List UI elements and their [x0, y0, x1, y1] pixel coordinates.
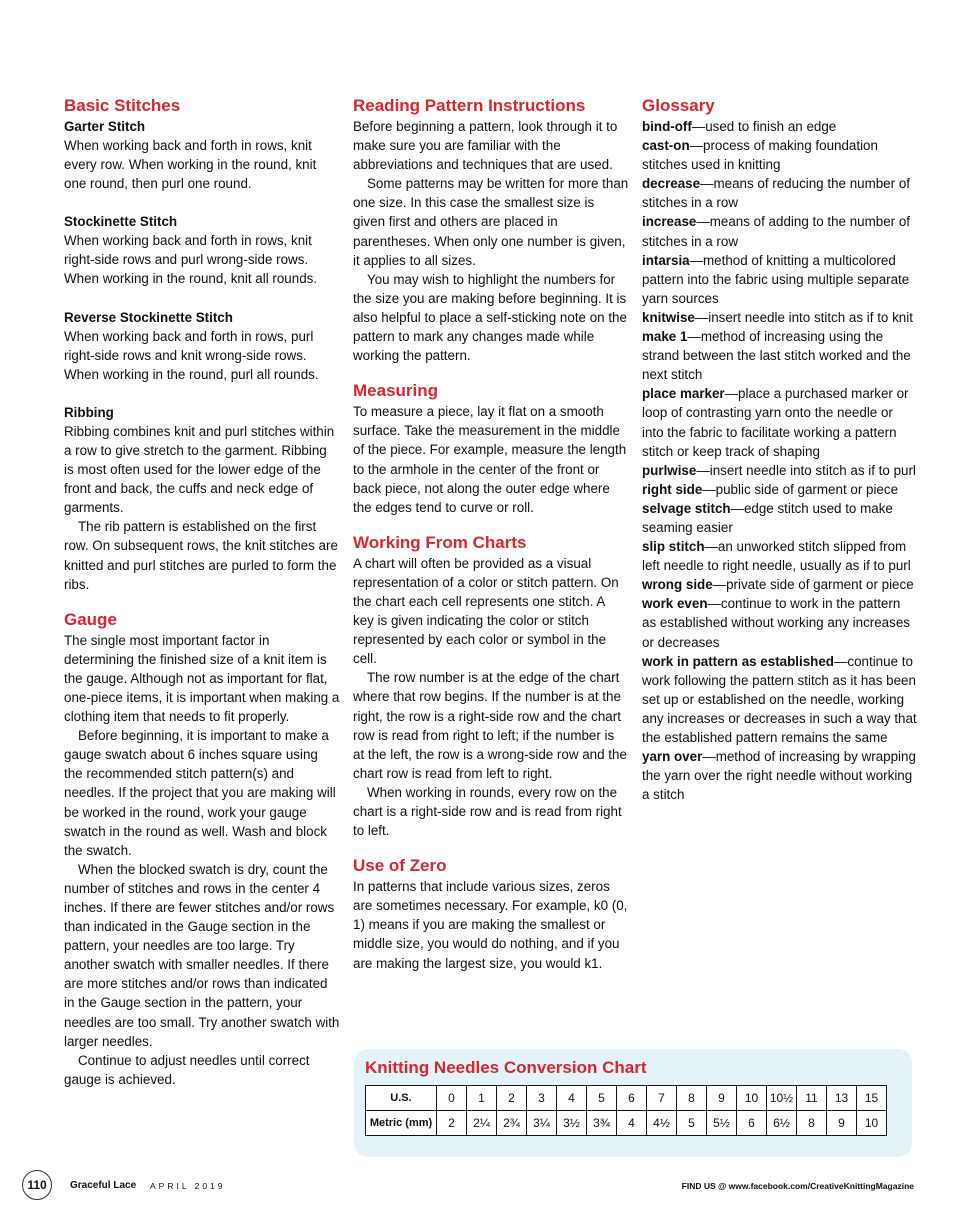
glossary-entry [642, 308, 918, 327]
issue-date: APRIL 2019 [150, 1181, 226, 1191]
glossary-entry [642, 480, 918, 499]
column-basic-stitches [64, 96, 340, 1089]
metric-size-cell: 5 [677, 1111, 707, 1136]
section-title-reading-pattern: Reading Pattern Instructions [353, 96, 586, 115]
glossary-definition: —insert needle into stitch as if to purl [696, 462, 916, 478]
reading-paragraph-3: You may wish to highlight the numbers for the size you are making before beginning. It is also helpful to place a self-sticking note on the pattern to mark any changes made while working the pattern. [353, 271, 627, 364]
chart-title: Knitting Needles Conversion Chart [365, 1058, 647, 1077]
stockinette-text: When working back and forth in rows, knit right-side rows and purl wrong-side rows. When working in the round, knit all rounds. [64, 233, 318, 287]
glossary-term: right side [642, 481, 703, 497]
glossary-definition: —insert needle into stitch as if to knit [694, 309, 913, 325]
metric-size-cell: 10 [857, 1111, 887, 1136]
charts-paragraph-1: A chart will often be provided as a visual representation of a color or stitch pattern. On the chart each cell represents one stitch. A key is given indicating the color or stitch represented by each color or symbol in the cell. [353, 555, 619, 667]
glossary-list [642, 117, 918, 804]
section-title-working-from-charts: Working From Charts [353, 532, 527, 552]
glossary-definition: —means of adding to the number of stitches in a row [642, 214, 910, 249]
gauge-paragraph-1: The single most important factor in determining the finished size of a knit item is the gauge. Although not as important for flat, one-piece items, it is important when making a clothing item that needs to fit properly. [64, 632, 340, 725]
us-size-cell: 15 [857, 1086, 887, 1111]
glossary-entry [642, 461, 918, 480]
find-us-link[interactable]: FIND US @ www.facebook.com/CreativeKnittingMagazine [681, 1181, 914, 1191]
column-glossary [642, 96, 918, 804]
glossary-term: make 1 [642, 329, 688, 345]
metric-size-cell: 4½ [647, 1111, 677, 1136]
glossary-term: bind-off [642, 119, 692, 134]
metric-size-cell: 6 [737, 1111, 767, 1136]
metric-size-cell: 8 [797, 1111, 827, 1136]
glossary-term: yarn over [642, 749, 703, 765]
us-size-cell: 1 [467, 1086, 497, 1111]
section-title-use-of-zero: Use of Zero [353, 856, 447, 876]
gauge-paragraph-2: Before beginning, it is important to make a gauge swatch about 6 inches square using the recommended stitch pattern(s) and needles. If the project that you are making will be worked in the round, work your gauge swatch in the round as well. Wash and block the swatch. [64, 728, 336, 858]
conversion-table [365, 1085, 887, 1136]
metric-size-cell: 5½ [707, 1111, 737, 1136]
magazine-name: Graceful Lace [70, 1180, 137, 1191]
glossary-definition: —method of knitting a multicolored pattern into the fabric using multiple separate yarn sources [642, 252, 910, 306]
charts-paragraph-3: When working in rounds, every row on the chart is a right-side row and is read from right to left. [353, 784, 622, 839]
gauge-paragraph-4: Continue to adjust needles until correct gauge is achieved. [64, 1052, 310, 1087]
us-size-cell: 5 [587, 1086, 617, 1111]
reading-paragraph-2: Some patterns may be written for more than one size. In this case the smallest size is given first and others are placed in parentheses. When only one number is given, it applies to all sizes. [353, 176, 629, 268]
glossary-definition: —means of reducing the number of stitches in a row [642, 176, 910, 211]
glossary-entry [642, 174, 918, 212]
measuring-paragraph: To measure a piece, lay it flat on a smooth surface. Take the measurement in the middle of the piece. For example, measure the length to the armhole in the center of the front or back piece, not along the outer edge where the edges tend to curve or roll. [353, 404, 627, 515]
zero-paragraph: In patterns that include various sizes, zeros are sometimes necessary. For example, k0 (0, 1) means if you are making the smallest or middle size, you would do nothing, and if you are making the largest size, you would k1. [353, 879, 628, 971]
us-size-cell: 10 [737, 1086, 767, 1111]
charts-paragraph-2: The row number is at the edge of the chart where that row begins. If the number is at the right, the row is a right-side row and the chart row is read from right to left; if the number is at the left, the row is a wrong-side row and the chart row is read from left to right. [353, 670, 627, 781]
glossary-term: decrease [642, 176, 701, 192]
metric-size-cell: 3¾ [587, 1111, 617, 1136]
glossary-definition: —method of increasing by wrapping the yarn over the right needle without working a stitch [642, 749, 916, 803]
glossary-entry [642, 499, 918, 537]
glossary-definition: —continue to work following the pattern stitch as it has been set up or established on the needle, working any increases or decreases in such a way that the established pattern remains the same [642, 653, 917, 745]
glossary-term: place marker [642, 386, 725, 402]
glossary-term: increase [642, 214, 697, 230]
glossary-entry [642, 327, 918, 384]
glossary-term: wrong side [642, 577, 713, 593]
metric-row-label: Metric (mm) [366, 1111, 437, 1136]
glossary-definition: —continue to work in the pattern as established without working any increases or decreases [642, 596, 910, 650]
glossary-term: knitwise [642, 309, 695, 325]
section-title-gauge: Gauge [64, 609, 117, 629]
glossary-definition: —place a purchased marker or loop of contrasting yarn onto the needle or into the fabric to facilitate working a pattern stitch or keep track of shaping [642, 386, 909, 459]
glossary-term: selvage stitch [642, 500, 731, 516]
metric-size-cell: 4 [617, 1111, 647, 1136]
glossary-entry [642, 384, 918, 460]
ribbing-paragraph-1: Ribbing combines knit and purl stitches within a row to give stretch to the garment. Ribbing is most often used for the lower edge of the front and back, the cuffs and neck edge of garments. [64, 423, 335, 516]
glossary-definition: —an unworked stitch slipped from left needle to right needle, usually as if to purl [642, 539, 911, 574]
us-size-cell: 8 [677, 1086, 707, 1111]
metric-size-cell: 3¼ [527, 1111, 557, 1136]
glossary-definition: —process of making foundation stitches used in knitting [642, 138, 878, 173]
us-row-label: U.S. [366, 1086, 437, 1111]
glossary-definition: —method of increasing using the strand between the last stitch worked and the next stitch [642, 329, 911, 383]
ribbing-paragraph-2: The rib pattern is established on the first row. On subsequent rows, the knit stitches are knitted and purl stitches are purled to form the ribs. [64, 519, 338, 592]
section-title-glossary: Glossary [642, 96, 715, 115]
subtitle-ribbing: Ribbing [64, 404, 114, 420]
us-size-cell: 10½ [767, 1086, 797, 1111]
glossary-definition: —public side of garment or piece [702, 481, 899, 497]
subtitle-garter-stitch: Garter Stitch [64, 119, 146, 134]
section-title-basic-stitches: Basic Stitches [64, 96, 181, 115]
glossary-entry [642, 136, 918, 174]
glossary-entry [642, 575, 918, 594]
needle-conversion-chart [354, 1049, 912, 1157]
page-number: 110 [22, 1170, 52, 1200]
us-size-cell: 7 [647, 1086, 677, 1111]
glossary-entry [642, 594, 918, 651]
glossary-term: purlwise [642, 462, 697, 478]
metric-size-cell: 9 [827, 1111, 857, 1136]
section-title-measuring: Measuring [353, 381, 439, 401]
us-size-cell: 11 [797, 1086, 827, 1111]
glossary-term: work in pattern as established [642, 653, 834, 669]
us-size-cell: 9 [707, 1086, 737, 1111]
subtitle-reverse-stockinette: Reverse Stockinette Stitch [64, 309, 233, 325]
glossary-entry [642, 212, 918, 250]
glossary-term: slip stitch [642, 539, 705, 555]
glossary-definition: —edge stitch used to make seaming easier [642, 500, 893, 535]
us-size-cell: 3 [527, 1086, 557, 1111]
subtitle-stockinette-stitch: Stockinette Stitch [64, 214, 178, 230]
us-size-cell: 0 [437, 1086, 467, 1111]
us-size-cell: 6 [617, 1086, 647, 1111]
metric-size-cell: 3½ [557, 1111, 587, 1136]
glossary-entry [642, 251, 918, 308]
column-pattern-instructions [353, 96, 629, 973]
garter-text: When working back and forth in rows, knit every row. When working in the round, knit one round, then purl one round. [64, 138, 317, 192]
glossary-entry [642, 117, 918, 136]
metric-size-cell: 2¾ [497, 1111, 527, 1136]
glossary-entry [642, 747, 918, 804]
glossary-entry [642, 537, 918, 575]
metric-size-cell: 2 [437, 1111, 467, 1136]
us-size-cell: 4 [557, 1086, 587, 1111]
glossary-term: cast-on [642, 138, 690, 154]
us-size-cell: 2 [497, 1086, 527, 1111]
metric-size-row [366, 1111, 887, 1136]
us-size-row [366, 1086, 887, 1111]
metric-size-cell: 2¼ [467, 1111, 497, 1136]
glossary-term: intarsia [642, 252, 690, 268]
metric-size-cell: 6½ [767, 1111, 797, 1136]
glossary-definition: —used to finish an edge [691, 119, 837, 134]
reverse-stockinette-text: When working back and forth in rows, purl right-side rows and knit wrong-side rows. When working in the round, purl all rounds. [64, 328, 319, 382]
glossary-definition: —private side of garment or piece [712, 577, 914, 593]
us-size-cell: 13 [827, 1086, 857, 1111]
glossary-entry [642, 652, 918, 747]
gauge-paragraph-3: When the blocked swatch is dry, count the number of stitches and rows in the center 4 inches. If there are fewer stitches and/or rows than indicated in the Gauge section in the pattern, your needles are too large. Try another swatch with smaller needles. If there are more stitches and/or rows than indicated in the Gauge section in the pattern, your needles are too small. Try another swatch with larger needles. [64, 861, 340, 1049]
glossary-term: work even [642, 596, 708, 612]
reading-paragraph-1: Before beginning a pattern, look through it to make sure you are familiar with the abbreviations and techniques that are used. [353, 119, 618, 173]
